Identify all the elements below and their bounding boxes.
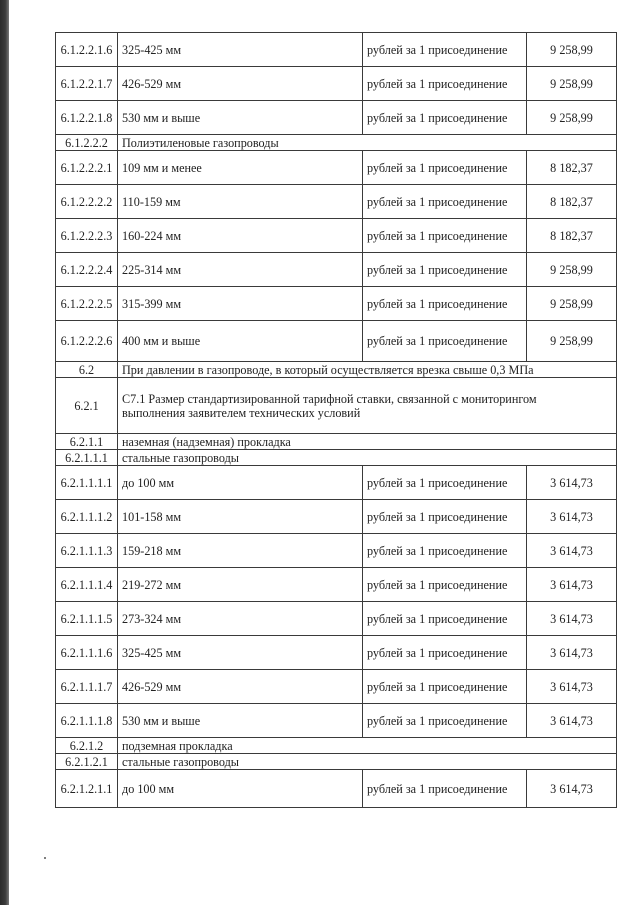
row-name: 325-425 мм [118, 33, 363, 67]
row-unit: рублей за 1 присоединение [363, 670, 527, 704]
table-row [56, 534, 617, 568]
table-group-row [56, 135, 617, 151]
row-name: 273-324 мм [118, 602, 363, 636]
group-code: 6.1.2.2.2 [56, 135, 118, 151]
row-value: 3 614,73 [527, 534, 617, 568]
group-code: 6.2.1.2 [56, 738, 118, 754]
row-name: 530 мм и выше [118, 101, 363, 135]
row-code: 6.2.1.1.1.2 [56, 500, 118, 534]
row-name: до 100 мм [118, 770, 363, 808]
row-unit: рублей за 1 присоединение [363, 602, 527, 636]
row-code: 6.1.2.2.2.1 [56, 151, 118, 185]
row-code: 6.2.1.1.1.4 [56, 568, 118, 602]
group-title: наземная (надземная) прокладка [118, 434, 617, 450]
table-row [56, 185, 617, 219]
group-code: 6.2.1.1 [56, 434, 118, 450]
row-name: до 100 мм [118, 466, 363, 500]
row-code: 6.2.1.1.1.1 [56, 466, 118, 500]
row-value: 3 614,73 [527, 602, 617, 636]
row-value: 9 258,99 [527, 67, 617, 101]
row-value: 8 182,37 [527, 185, 617, 219]
row-name: 219-272 мм [118, 568, 363, 602]
group-code: 6.2.1.1.1 [56, 450, 118, 466]
row-code: 6.2.1.1.1.5 [56, 602, 118, 636]
row-code: 6.1.2.2.2.3 [56, 219, 118, 253]
row-name: 530 мм и выше [118, 704, 363, 738]
section-title: С7.1 Размер стандартизированной тарифной ставки, связанной с мониторингом выполнения заявителем технических условий [118, 378, 617, 434]
table-group-row [56, 362, 617, 378]
row-value: 3 614,73 [527, 670, 617, 704]
table-row [56, 321, 617, 362]
row-code: 6.1.2.2.2.4 [56, 253, 118, 287]
table-row [56, 253, 617, 287]
row-name: 110-159 мм [118, 185, 363, 219]
row-value: 9 258,99 [527, 101, 617, 135]
row-code: 6.1.2.2.2.5 [56, 287, 118, 321]
row-code: 6.1.2.2.1.6 [56, 33, 118, 67]
group-title: стальные газопроводы [118, 450, 617, 466]
row-name: 325-425 мм [118, 636, 363, 670]
row-code: 6.2.1.2.1.1 [56, 770, 118, 808]
row-name: 426-529 мм [118, 670, 363, 704]
group-title: подземная прокладка [118, 738, 617, 754]
row-value: 8 182,37 [527, 151, 617, 185]
row-unit: рублей за 1 присоединение [363, 287, 527, 321]
group-title: При давлении в газопроводе, в который осуществляется врезка свыше 0,3 МПа [118, 362, 617, 378]
row-name: 315-399 мм [118, 287, 363, 321]
row-value: 3 614,73 [527, 770, 617, 808]
row-value: 3 614,73 [527, 466, 617, 500]
group-title: Полиэтиленовые газопроводы [118, 135, 617, 151]
row-unit: рублей за 1 присоединение [363, 67, 527, 101]
row-value: 8 182,37 [527, 219, 617, 253]
row-name: 101-158 мм [118, 500, 363, 534]
table-row [56, 33, 617, 67]
row-code: 6.1.2.2.1.7 [56, 67, 118, 101]
row-unit: рублей за 1 присоединение [363, 704, 527, 738]
row-unit: рублей за 1 присоединение [363, 636, 527, 670]
row-name: 160-224 мм [118, 219, 363, 253]
table-row [56, 636, 617, 670]
row-unit: рублей за 1 присоединение [363, 253, 527, 287]
table-row [56, 151, 617, 185]
table-group-row [56, 738, 617, 754]
tariff-table [55, 32, 617, 808]
row-value: 9 258,99 [527, 33, 617, 67]
group-code: 6.2 [56, 362, 118, 378]
row-name: 109 мм и менее [118, 151, 363, 185]
row-value: 9 258,99 [527, 321, 617, 362]
row-value: 3 614,73 [527, 704, 617, 738]
table-row [56, 287, 617, 321]
row-code: 6.2.1.1.1.6 [56, 636, 118, 670]
table-group-row [56, 450, 617, 466]
table-row [56, 101, 617, 135]
row-name: 159-218 мм [118, 534, 363, 568]
scan-speck [44, 857, 46, 859]
row-unit: рублей за 1 присоединение [363, 466, 527, 500]
row-code: 6.2.1.1.1.7 [56, 670, 118, 704]
group-title: стальные газопроводы [118, 754, 617, 770]
row-code: 6.1.2.2.1.8 [56, 101, 118, 135]
table-row [56, 704, 617, 738]
scan-edge [0, 0, 9, 905]
section-code: 6.2.1 [56, 378, 118, 434]
table-row [56, 219, 617, 253]
table-group-row [56, 754, 617, 770]
table-row [56, 500, 617, 534]
table-row [56, 670, 617, 704]
row-value: 9 258,99 [527, 287, 617, 321]
row-unit: рублей за 1 присоединение [363, 568, 527, 602]
row-unit: рублей за 1 присоединение [363, 33, 527, 67]
row-code: 6.2.1.1.1.3 [56, 534, 118, 568]
row-unit: рублей за 1 присоединение [363, 770, 527, 808]
group-code: 6.2.1.2.1 [56, 754, 118, 770]
row-unit: рублей за 1 присоединение [363, 500, 527, 534]
row-name: 225-314 мм [118, 253, 363, 287]
row-unit: рублей за 1 присоединение [363, 534, 527, 568]
row-unit: рублей за 1 присоединение [363, 185, 527, 219]
row-code: 6.1.2.2.2.6 [56, 321, 118, 362]
table-row [56, 466, 617, 500]
row-value: 3 614,73 [527, 500, 617, 534]
row-unit: рублей за 1 присоединение [363, 101, 527, 135]
table-group-row [56, 434, 617, 450]
row-name: 400 мм и выше [118, 321, 363, 362]
row-unit: рублей за 1 присоединение [363, 219, 527, 253]
table-row [56, 67, 617, 101]
row-code: 6.1.2.2.2.2 [56, 185, 118, 219]
table-row [56, 770, 617, 808]
row-value: 3 614,73 [527, 636, 617, 670]
table-section-row [56, 378, 617, 434]
table-row [56, 602, 617, 636]
row-value: 9 258,99 [527, 253, 617, 287]
row-unit: рублей за 1 присоединение [363, 151, 527, 185]
row-code: 6.2.1.1.1.8 [56, 704, 118, 738]
row-unit: рублей за 1 присоединение [363, 321, 527, 362]
table-row [56, 568, 617, 602]
row-value: 3 614,73 [527, 568, 617, 602]
row-name: 426-529 мм [118, 67, 363, 101]
